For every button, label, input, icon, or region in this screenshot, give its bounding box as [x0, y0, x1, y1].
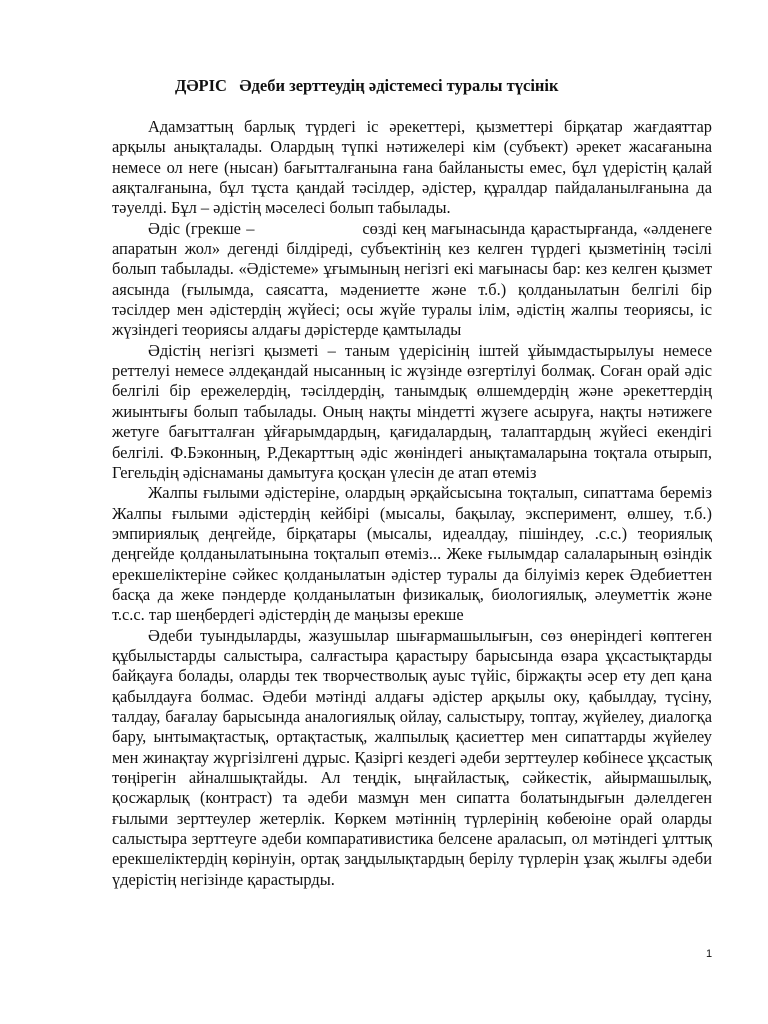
document-body [112, 117, 717, 890]
paragraph-5: Әдеби туындыларды, жазушылар шығармашылығын, сөз өнеріндегі көптеген құбылыстарды салыстыра, салғастыра қарастыру барысында өзара ұқсастықтарды байқауға болады, оларды тек творчестволық ауыс түйіс, біржақты әсер ету деп қана қабылдауға болмас. Әдеби мәтінді алдағы әдістер арқылы оку, қабылдау, түсіну, талдау, бағалау барысында аналогиялық ойлау, салыстыру, топтау, жүйелеу, диалогқа бару, ынтымақтастық, ортақтастық, жалпылық қасиеттер мен сипаттарды жүйелеу мен жинақтау жүргізілгені дұрыс. Қазіргі кездегі әдеби зерттеулер көбінесе ұқсастық төңірегін айналшықтайды. Ал теңдік, ыңғайластық, сәйкестік, айырмашылық, қосжарлық (контраст) та әдеби мазмұн мен сипатта болатындығын дәлелдеген ғылыми зерттеулер жетерлік. Көркем мәтіннің түрлерінің көбеюіне орай оларды салыстыра зерттеуге әдеби компаративистика белсене араласып, ол мәтіндегі ұлттық ерекшеліктердің көрінуін, ортақ заңдылықтардың берілу түрлерін ұзақ жылғы әдеби үдерістің негізінде қарастырды. [112, 625, 712, 889]
paragraph-3: Әдістің негізгі қызметі – таным үдерісінің іштей ұйымдастырылуы немесе реттелуі немесе әлдеқандай нысанның іс жүзінде өзгертілуі болмақ. Соған орай әдіс белгілі бір ережелердің, тәсілдердің, танымдық өлшемдердің және әрекеттердің жиынтығы болып табылады. Оның нақты міндетті жүзеге асыруға, нақты нәтижеге жетуге бағытталған ұйғарымдардың, қағидалардың, талаптардың жүйесі екендігі белгілі. Ф.Бэконның, Р.Декарттың әдіс жөніндегі анықтамаларына тоқтала отырып, Гегельдің әдіснаманы дамытуға қосқан үлесін де атап өтеміз [112, 340, 712, 482]
paragraph-4: Жалпы ғылыми әдістеріне, олардың әрқайсысына тоқталып, сипаттама береміз Жалпы ғылыми әдістердің кейбірі (мысалы, бақылау, эксперимент, өлшеу, т.б.) эмпириялық деңгейде, бірқатары (мысалы, идеалдау, пішіндеу, .с.с.) теориялық деңгейде қолданылатынына тоқталып өтеміз... Жеке ғылымдар салаларының өзіндік ерекшеліктеріне сәйкес қолданылатын әдістер туралы да білуіміз керек Әдебиеттен басқа да жеке пәндерде қолданылатын физикалық, биологиялық, әлеуметтік және т.с.с. тар шеңбердегі әдістердің де маңызы ерекше [112, 483, 712, 625]
paragraph-1: Адамзаттың барлық түрдегі іс әрекеттері, қызметтері бірқатар жағдаяттар арқылы анықталады. Олардың түпкі нәтижелері кім (субъект) әрекет жасағанына немесе ол неге (нысан) бағытталғанына ғана байланысты емес, бұл үдерістің қалай аяқталғанына, бұл тұста қандай тәсілдер, әдістер, құралдар пайдаланылғанына да тәуелді. Бұл – әдістің мәселесі болып табылады. [112, 117, 712, 218]
page-title: ДӘРІС Әдеби зерттеудің әдістемесі туралы түсінік [175, 76, 559, 95]
paragraph-2: Әдіс (грекше – сөзді кең мағынасында қарастырғанда, «әлденеге апаратын жол» дегенді білдіреді, субъектінің кез келген түрдегі қызметінің тәсілі болып табылады. «Әдістеме» ұғымының негізгі екі мағынасы бар: кез келген қызмет аясында (ғылымда, саясатта, мәдениетте және т.б.) қолданылатын белгілі бір тәсілдер мен әдістердің жүйесі; осы жүйе туралы ілім, әдістің жалпы теориясы, іс жүзіндегі теориясы алдағы дәрістерде қамтылады [112, 218, 717, 340]
page-number: 1 [706, 948, 713, 960]
